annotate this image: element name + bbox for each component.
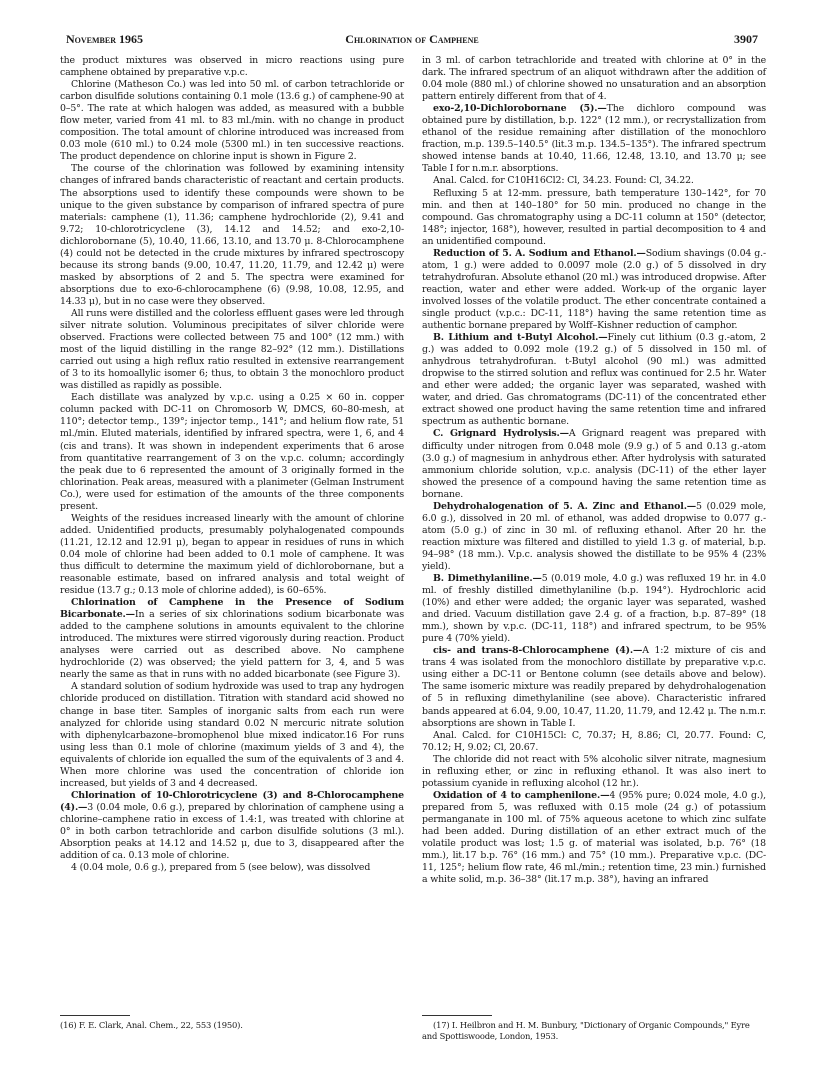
- page-number: 3907: [734, 32, 758, 46]
- section-paragraph: C. Grignard Hydrolysis.—A Grignard reagent was prepared with difficulty under nitrogen from 0.048 mole (9.9 g.) of 5 and 0.13 g.-atom (3.0 g.) of magnesium in anhydrous ether. After hydrolysis with saturated ammonium chloride solution, v.p.c. analysis (DC-11) of the ether layer showed the presence of a compound having the same retention time as bornane.: [422, 428, 766, 500]
- paragraph: The chloride did not react with 5% alcoholic silver nitrate, magnesium in refluxing ether, or zinc in refluxing ethanol. It was also inert to potassium cyanide in refluxing alcohol (12 hr.).: [422, 753, 766, 789]
- running-title: Chlorination of Camphene: [345, 32, 479, 46]
- section-paragraph: exo-2,10-Dichlorobornane (5).—The dichloro compound was obtained pure by distillation, b.p. 122° (12 mm.), or recrystallization from ethanol of the residue remaining after distillation of the monochloro fraction, m.p. 139.5–140.5° (lit.3 m.p. 134.5–135°). The infrared spectrum showed intense bands at 10.40, 11.66, 12.48, 13.10, and 13.70 μ; see Table I for n.m.r. absorptions.: [422, 103, 766, 175]
- footnote-rule-left: [60, 1015, 130, 1016]
- running-header: [66, 32, 758, 48]
- paragraph: Weights of the residues increased linearly with the amount of chlorine added. Unidentified products, presumably polyhalogenated compounds (11.21, 12.12 and 12.91 μ), began to appear in residues of runs in which 0.04 mole of chlorine had been added to 0.1 mole of camphene. It was thus difficult to determine the maximum yield of dichlorobornane, but a reasonable estimate, based on infrared analysis and total weight of residue (13.7 g.; 0.13 mole of chlorine added), is 60–65%.: [60, 512, 404, 597]
- paragraph: Each distillate was analyzed by v.p.c. using a 0.25 × 60 in. copper column packed with DC-11 on Chromosorb W, DMCS, 60–80-mesh, at 110°; detector temp., 139°; injector temp., 141°; and helium flow rate, 51 ml./min. Eluted materials, identified by infrared spectra, were 1, 6, and 4 (cis and trans). It was shown in independent experiments that 6 arose from quantitative rearrangement of 3 on the v.p.c. column; accordingly the peak due to 6 represented the amount of 3 originally formed in the chlorination. Peak areas, measured with a planimeter (Gelman Instrument Co.), were used for estimation of the amounts of the three components present.: [60, 392, 404, 512]
- footnote-17: (17) I. Heilbron and H. M. Bunbury, "Dictionary of Organic Compounds," Eyre and Spottiswoode, London, 1953.: [422, 1020, 750, 1041]
- paragraph: in 3 ml. of carbon tetrachloride and treated with chlorine at 0° in the dark. The infrared spectrum of an aliquot withdrawn after the addition of 0.04 mole (880 ml.) of chlorine showed no unsaturation and an absorption pattern entirely different from that of 4.: [422, 55, 766, 103]
- footnote-16: (16) F. E. Clark, Anal. Chem., 22, 553 (1950).: [60, 1020, 243, 1030]
- paragraph: All runs were distilled and the colorless effluent gases were led through silver nitrate solution. Voluminous precipitates of silver chloride were observed. Fractions were collected between 75 and 100° (12 mm.) with most of the liquid distilling in the range 82–92° (12 mm.). Distillations carried out using a high reflux ratio resulted in extensive rearrangement of 3 to its homoallylic isomer 6; thus, to obtain 3 the monochloro product was distilled as rapidly as possible.: [60, 307, 404, 392]
- issue-date: November 1965: [66, 32, 144, 46]
- section-paragraph: Dehydrohalogenation of 5. A. Zinc and Ethanol.—5 (0.029 mole, 6.0 g.), dissolved in 20 ml. of ethanol, was added dropwise to 0.077 g.-atom (5.0 g.) of zinc in 30 ml. of refluxing ethanol. After 20 hr. the reaction mixture was filtered and distilled to yield 1.3 g. of material, b.p. 94–98° (18 mm.). V.p.c. analysis showed the distillate to be 95% 4 (23% yield).: [422, 500, 766, 572]
- section-paragraph: Chlorination of Camphene in the Presence of Sodium Bicarbonate.—In a series of six chlorinations sodium bicarbonate was added to the camphene solutions in amounts equivalent to the chlorine introduced. The mixtures were stirred vigorously during reaction. Product analyses were carried out as described above. No camphene hydrochloride (2) was observed; the yield pattern for 3, 4, and 5 was nearly the same as that in runs with no added bicarbonate (see Figure 3).: [60, 597, 404, 681]
- section-paragraph: B. Lithium and t-Butyl Alcohol.—Finely cut lithium (0.3 g.-atom, 2 g.) was added to 0.092 mole (19.2 g.) of 5 dissolved in 150 ml. of anhydrous tetrahydrofuran. t-Butyl alcohol (90 ml.) was admitted dropwise to the stirred solution and reflux was continued for 2.5 hr. Water and ether were added; the organic layer was separated, washed with water, and dried. Gas chromatograms (DC-11) of the concentrated ether extract showed one product having the same retention time and infrared spectrum as authentic bornane.: [422, 332, 766, 428]
- analysis-line: Anal. Calcd. for C10H15Cl: C, 70.37; H, 8.86; Cl, 20.77. Found: C, 70.12; H, 9.02; Cl, 20.67.: [422, 729, 766, 753]
- paragraph: A standard solution of sodium hydroxide was used to trap any hydrogen chloride produced on distillation. Titration with standard acid showed no change in base titer. Samples of inorganic salts from each run were analyzed for chloride using standard 0.02 N mercuric nitrate solution with diphenylcarbazone–bromophenol blue mixed indicator.16 For runs using less than 0.1 mole of chlorine (maximum yields of 3 and 4), the equivalents of chloride ion equalled the sum of the equivalents of 3 and 4. When more chlorine was used the concentration of chloride ion increased, but yields of 3 and 4 decreased.: [60, 681, 404, 789]
- section-paragraph: cis- and trans-8-Chlorocamphene (4).—A 1:2 mixture of cis and trans 4 was isolated from the monochloro distillate by preparative v.p.c. using either a DC-11 or Bentone column (see details above and below). The same isomeric mixture was readily prepared by dehydrohalogenation of 5 in refluxing dimethylaniline (see above). Characteristic infrared bands appeared at 6.04, 9.00, 10.47, 11.20, 11.79, and 12.42 μ. The n.m.r. absorptions are shown in Table I.: [422, 645, 766, 729]
- section-paragraph: Oxidation of 4 to camphenilone.—4 (95% pure; 0.024 mole, 4.0 g.), prepared from 5, was refluxed with 0.15 mole (24 g.) of potassium permanganate in 100 ml. of 75% aqueous acetone to which zinc sulfate had been added. During distillation of an ether extract much of the volatile product was lost; 1.5 g. of material was isolated, b.p. 76° (18 mm.), lit.17 b.p. 76° (16 mm.) and 75° (10 mm.). Preparative v.p.c. (DC-11, 125°; helium flow rate, 46 ml./min.; retention time, 23 min.) furnished a white solid, m.p. 36–38° (lit.17 m.p. 38°), having an infrared: [422, 789, 766, 886]
- footnote-rule-right: [422, 1015, 492, 1016]
- section-paragraph: Chlorination of 10-Chlorotricyclene (3) and 8-Chlorocamphene (4).—3 (0.04 mole, 0.6 g.), prepared by chlorination of camphene using a chlorine–camphene ratio in excess of 1.4:1, was treated with chlorine at 0° in both carbon tetrachloride and carbon disulfide solutions (3 ml.). Absorption peaks at 14.12 and 14.52 μ, due to 3, disappeared after the addition of ca. 0.13 mole of chlorine.: [60, 789, 404, 862]
- section-paragraph: Reduction of 5. A. Sodium and Ethanol.—Sodium shavings (0.04 g.-atom, 1 g.) were added to 0.0097 mole (2.0 g.) of 5 dissolved in dry tetrahydrofuran. Absolute ethanol (20 ml.) was introduced dropwise. After reaction, water and ether were added. Work-up of the organic layer involved losses of the volatile product. The ether concentrate contained a single product (v.p.c.: DC-11, 118°) having the same retention time as authentic bornane prepared by Wolff–Kishner reduction of camphor.: [422, 247, 766, 332]
- paragraph: The course of the chlorination was followed by examining intensity changes of infrared bands characteristic of reactant and certain products. The absorptions used to identify these compounds were shown to be unique to the given substance by comparison of infrared spectra of pure materials: camphene (1), 11.36; camphene hydrochloride (2), 9.41 and 9.72; 10-chlorotricyclene (3), 14.12 and 14.52; and exo-2,10-dichlorobornane (5), 10.40, 11.66, 13.10, and 13.70 μ. 8-Chlorocamphene (4) could not be detected in the crude mixtures by infrared spectroscopy because its strong bands (9.00, 10.47, 11.20, 11.79, and 12.42 μ) were masked by absorptions of 2 and 5. The spectra were examined for absorptions due to exo-6-chlorocamphene (6) (9.98, 10.08, 12.95, and 14.33 μ), but in no case were they observed.: [60, 163, 404, 307]
- left-column: [60, 55, 404, 874]
- right-column: [422, 55, 766, 886]
- paragraph: 4 (0.04 mole, 0.6 g.), prepared from 5 (see below), was dissolved: [71, 862, 371, 874]
- paragraph: Refluxing 5 at 12-mm. pressure, bath temperature 130–142°, for 70 min. and then at 140–180° for 50 min. produced no change in the compound. Gas chromatography using a DC-11 column at 150° (detector, 148°; injector, 168°), however, resulted in partial decomposition to 4 and an unidentified compound.: [422, 187, 766, 247]
- section-paragraph: B. Dimethylaniline.—5 (0.019 mole, 4.0 g.) was refluxed 19 hr. in 4.0 ml. of freshly distilled dimethylaniline (b.p. 194°). Hydrochloric acid (10%) and ether were added; the organic layer was separated, washed and dried. Vacuum distillation gave 2.4 g. of a fraction, b.p. 87–89° (18 mm.), shown by v.p.c. (DC-11, 118°) and infrared spectrum, to be 95% pure 4 (70% yield).: [422, 573, 766, 645]
- paragraph: the product mixtures was observed in micro reactions using pure camphene obtained by preparative v.p.c.: [60, 55, 404, 79]
- analysis-line: Anal. Calcd. for C10H16Cl2: Cl, 34.23. Found: Cl, 34.22.: [433, 175, 694, 187]
- paragraph: Chlorine (Matheson Co.) was led into 50 ml. of carbon tetrachloride or carbon disulfide solutions containing 0.1 mole (13.6 g.) of camphene-90 at 0–5°. The rate at which halogen was added, as measured with a bubble flow meter, varied from 41 ml. to 83 ml./min. with no change in product composition. The total amount of chlorine introduced was increased from 0.03 mole (610 ml.) to 0.24 mole (5300 ml.) in ten successive reactions. The product dependence on chlorine input is shown in Figure 2.: [60, 79, 404, 163]
